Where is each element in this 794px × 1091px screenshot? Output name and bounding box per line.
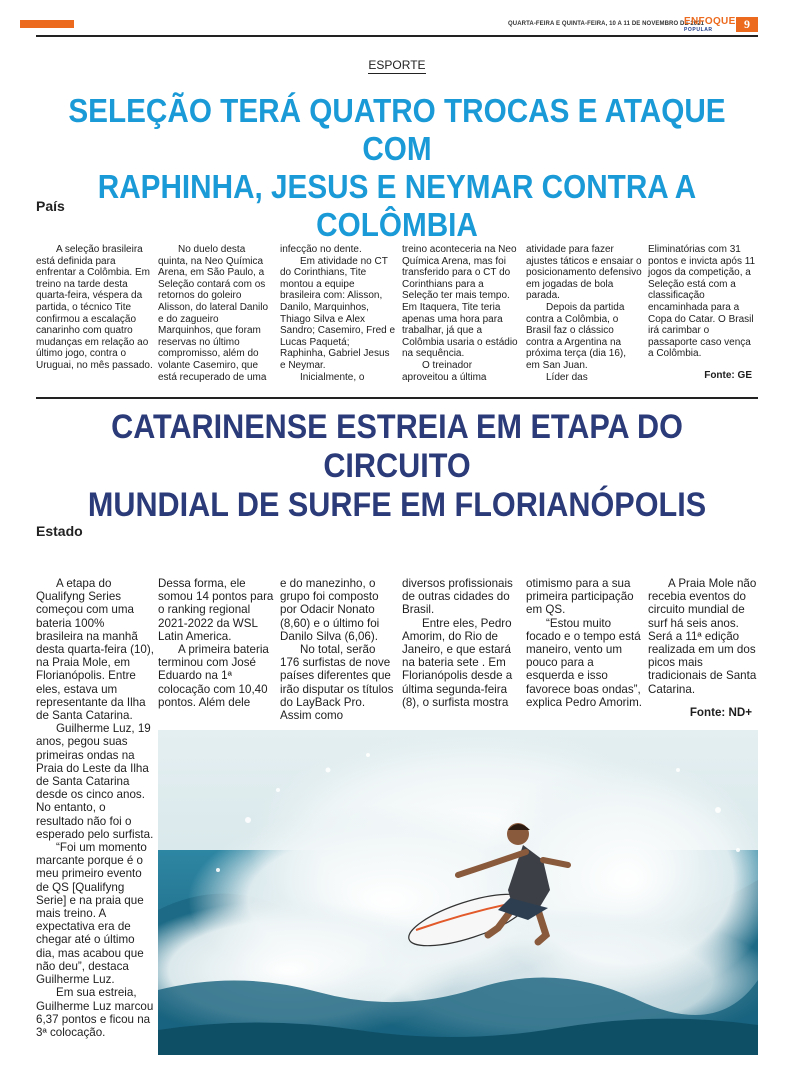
paragraph: e do manezinho, o grupo foi composto por Odacir Nonato (8,60) e o último foi Danilo Silva (6,06).	[280, 577, 380, 643]
article2-headline	[58, 408, 737, 525]
paragraph: “Foi um momento marcante porque é o meu primeiro evento de QS [Qualifyng Serie] e na praia que mais treino. A expectativa era de chegar até o último dia, mas acabou que não deu”, destaca Guilherme Luz.	[36, 841, 147, 987]
paragraph: O treinador aproveitou a última	[402, 359, 487, 383]
paragraph: Guilherme Luz, 19 anos, pegou suas primeiras ondas na Praia do Leste da Ilha de Santa Catarina desde os cinco anos. No entanto, o resultado não foi o esperado pelo surfista.	[36, 722, 154, 841]
paragraph: Em sua estreia, Guilherme Luz marcou 6,37 pontos e ficou na 3ª colocação.	[36, 986, 154, 1039]
paragraph: A seleção brasileira está definida para enfrentar a Colômbia. Em treino na tarde desta quarta-feira, véspera da partida, o técnico Tite confirmou a escalação canarinho com quatro mudanças em relação ao último jogo, contra o Uruguai, no mês passado.	[36, 244, 153, 371]
paragraph: Em atividade no CT do Corinthians, Tite montou a equipe brasileira com: Alisson, Danilo, Marquinhos, Thiago Silva e Alex Sandro; Casemiro, Fred e Lucas Paquetá; Raphinha, Gabriel Jesus e Neymar.	[280, 255, 396, 371]
paragraph: Líder das	[546, 371, 588, 383]
article1-headline	[58, 92, 737, 244]
paragraph: Inicialmente, o	[300, 371, 365, 383]
article2-kicker: Estado	[36, 523, 83, 539]
newspaper-logo	[684, 17, 736, 33]
paragraph: “Estou muito focado e o tempo está maneiro, vento um pouco para a esquerda e isso favorece boas ondas”, explica Pedro Amorim.	[526, 616, 642, 709]
article2-column-5	[526, 577, 642, 709]
paragraph: Depois da partida contra a Colômbia, o Brasil faz o clássico contra a Argentina na próxima terça (dia 16), em San Juan.	[526, 301, 627, 371]
article1-source: Fonte: GE	[704, 369, 752, 381]
article2-column-6	[648, 577, 758, 719]
paragraph: Entre eles, Pedro Amorim, do Rio de Janeiro, e que estará na bateria sete . Em Florianópolis desde a última segunda-feira (8), o surfista mostra	[402, 616, 513, 709]
article2-headline-line1: CATARINENSE ESTREIA EM ETAPA DO CIRCUITO	[111, 408, 683, 485]
section-label-text: ESPORTE	[368, 58, 426, 72]
article1-column-4	[402, 244, 518, 383]
logo-sub-text: POPULAR	[684, 27, 713, 33]
paragraph: A etapa do Qualifyng Series começou com uma bateria 100% brasileira na manhã desta quarta-feira (10), na Praia Mole, em Florianópolis. Entre eles, estava um representante da Ilha de Santa Catarina.	[36, 577, 154, 723]
header-divider	[36, 35, 758, 37]
article-divider	[36, 397, 758, 399]
article2-column-2	[158, 577, 274, 709]
page-number: 9	[736, 17, 758, 32]
article1-column-5	[526, 244, 642, 383]
article2-column-4	[402, 577, 518, 709]
section-label	[0, 58, 794, 72]
paragraph: Dessa forma, ele somou 14 pontos para o ranking regional 2021-2022 da WSL Latin America.	[158, 577, 274, 643]
paragraph: A Praia Mole não recebia eventos do circuito mundial de surf há seis anos. Será a 11ª edição realizada em um dos picos mais tradicionais de Santa Catarina.	[648, 577, 757, 696]
paragraph: atividade para fazer ajustes táticos e ensaiar o posicionamento defensivo em jogadas de bola parada.	[526, 244, 642, 302]
article2-source: Fonte: ND+	[689, 705, 752, 719]
surfer-photo-image	[158, 730, 758, 1055]
surfer-photo	[158, 730, 758, 1055]
paragraph: treino aconteceria na Neo Química Arena, mas foi transferido para o CT do Corinthians para a Seleção ter mais tempo. Em Itaquera, Tite teria apenas uma hora para trabalhar, já que a Colômbia usaria o estádio na sequência.	[402, 244, 518, 360]
logo-main-text: ENFOQUE	[684, 16, 736, 27]
article2-column-3	[280, 577, 396, 722]
paragraph: No duelo desta quinta, na Neo Química Arena, em São Paulo, a Seleção contará com os retornos do goleiro Alisson, do lateral Danilo e do zagueiro Marquinhos, que foram reservas no último compromisso, além do volante Casemiro, que está recuperado de uma	[158, 244, 269, 383]
article1-column-6	[648, 244, 758, 382]
article1-kicker: País	[36, 198, 65, 214]
article1-column-3	[280, 244, 396, 383]
paragraph: infecção no dente.	[280, 244, 362, 255]
paragraph: otimismo para a sua primeira participação em QS.	[526, 577, 634, 617]
article1-headline-line2: RAPHINHA, JESUS E NEYMAR CONTRA A COLÔMBIA	[97, 168, 697, 243]
paragraph: Eliminatórias com 31 pontos e invicta após 11 jogos da competição, a Seleção está com a classificação encaminhada para a Copa do Catar. O Brasil irá carimbar o passaporte caso vença a Colômbia.	[648, 244, 756, 360]
article2-headline-line2: MUNDIAL DE SURFE EM FLORIANÓPOLIS	[87, 486, 707, 524]
edition-date: QUARTA-FEIRA E QUINTA-FEIRA, 10 A 11 DE NOVEMBRO DE 2021	[508, 21, 705, 27]
paragraph: No total, serão 176 surfistas de nove países diferentes que irão disputar os títulos do LayBack Pro. Assim como	[280, 643, 394, 723]
article1-headline-line1: SELEÇÃO TERÁ QUATRO TROCAS E ATAQUE COM	[68, 92, 726, 167]
header-accent-bar	[20, 20, 74, 28]
paragraph: A primeira bateria terminou com José Eduardo na 1ª colocação com 10,40 pontos. Além dele	[158, 643, 269, 709]
article1-column-1	[36, 244, 154, 372]
article2-column-1	[36, 577, 154, 1039]
paragraph: diversos profissionais de outras cidades do Brasil.	[402, 577, 513, 617]
article1-column-2	[158, 244, 274, 383]
